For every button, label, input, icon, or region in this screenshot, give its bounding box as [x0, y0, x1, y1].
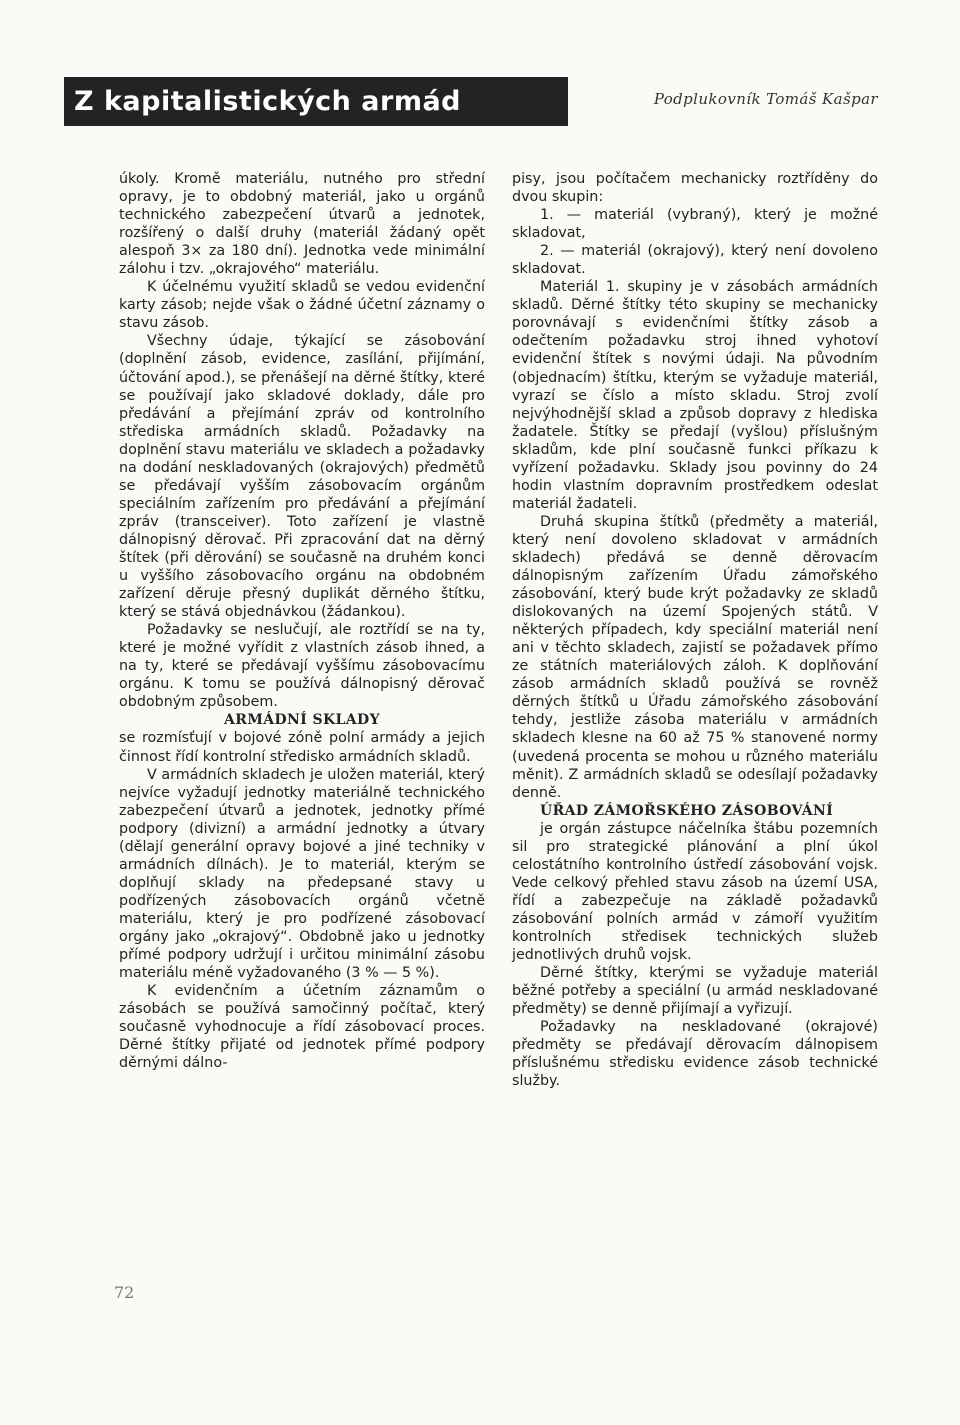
section-banner: [64, 77, 568, 126]
left-paragraph-3: Všechny údaje, týkající se zásobování (doplnění zásob, evidence, zasílání, přijímání, účtování apod.), se přenášejí na děrné štítky, které se používají jako skladové doklady, dále pro předávání a přejímání zpráv od kontrolního střediska armádních skladů. Požadavky na doplnění stavu materiálu ve skladech a požadavky na dodání neskladovaných (okrajových) předmětů se předávají vyšším zásobovacím orgánům speciálním zařízením pro předávání a přejímání zpráv (transceiver). Toto zařízení je vlastně dálnopisný děrovač. Při zpracování dat na děrný štítek (při děrování) se současně na druhém konci u vyššího zásobovacího orgánu na obdobném zařízení děruje přesný duplikát děrného štítku, který se stává objednávkou (žádankou).: [119, 333, 485, 621]
right-paragraph-3: Druhá skupina štítků (předměty a materiál, který není dovoleno skladovat v armádních skladech) předává se denně děrovacím dálnopisným zařízením Úřadu zámořského zásobování, který bude krýt požadavky ze skladů dislokovaných na území Spojených států. V některých případech, kdy speciální materiál není ani v těchto skladech, zajistí se požadavek přímo ze státních materiálových záloh. K doplňování zásob armádních skladů používá se rovněž děrných štítků u Úřadu zámořského zásobování tehdy, jestliže zásoba materiálu v armádních skladech klesne na 60 až 75 % stanovené normy (uvedená procenta se mohou u různého materiálu měnit). Z armádních skladů se odesílají požadavky denně.: [512, 513, 878, 801]
right-paragraph-5: Děrné štítky, kterými se vyžaduje materiál běžné potřeby a speciální (u armád neskladované předměty) se denně přijímají a vyřizují.: [512, 965, 878, 1018]
left-paragraph-6: V armádních skladech je uložen materiál, který nejvíce vyžadují jednotky materiálně technického zabezpečení útvarů a jednotek, jednotky přímé podpory (divizní) a armádní jednotky a útvary (dělají generální opravy bojové a jiné techniky v armádních dílnách). Je to materiál, kterým se doplňují sklady na předepsané stavy u podřízených zásobovacích orgánů včetně materiálu, který je pro podřízené zásobovací orgány jako „okrajový“. Obdobně jako u jednotky přímé podpory udržují i určitou minimální zásobu materiálu méně vyžadovaného (3 % — 5 %).: [119, 766, 485, 982]
left-paragraph-4: Požadavky se neslučují, ale roztřídí se na ty, které je možné vyřídit z vlastních zásob ihned, a na ty, které se předávají vyššímu zásobovacímu orgánu. K tomu se používá dálnopisný děrovač obdobným způsobem.: [119, 622, 485, 711]
right-paragraph-4: je orgán zástupce náčelníka štábu pozemních sil pro strategické plánování a plní úkol celostátního kontrolního ústředí zásobování vojsk. Vede celkový přehled stavu zásob na území USA, řídí a zabezpečuje na základě požadavků zásobování polních armád v zámoří využitím kontrolních středisek technických služeb jednotlivých druhů vojsk.: [512, 820, 878, 964]
left-paragraph-1: úkoly. Kromě materiálu, nutného pro střední opravy, je to obdobný materiál, jako u orgánů technického zabezpečení útvarů a jednotek, rozšířený o další druhy (materiál žádaný opět alespoň 3× za 180 dní). Jednotka vede minimální zálohu i tzv. „okrajového“ materiálu.: [119, 171, 485, 278]
list-item-1: 1. — materiál (vybraný), který je možné skladovat,: [512, 207, 878, 242]
author-name: Podplukovník Tomáš Kašpar: [653, 90, 878, 108]
left-paragraph-2: K účelnému využití skladů se vedou evidenční karty zásob; nejde však o žádné účetní záznamy o stavu zásob.: [119, 279, 485, 332]
page-number: 72: [114, 1283, 135, 1302]
left-paragraph-7: K evidenčním a účetním záznamům o zásobách se používá samočinný počítač, který současně vyhodnocuje a řídí zásobovací proces. Děrné štítky přijaté od jednotek přímé podpory děrnými dálno-: [119, 983, 485, 1072]
right-paragraph-1: pisy, jsou počítačem mechanicky roztříděny do dvou skupin:: [512, 171, 878, 206]
list-item-2: 2. — materiál (okrajový), který není dovoleno skladovat.: [512, 243, 878, 278]
right-paragraph-2: Materiál 1. skupiny je v zásobách armádních skladů. Děrné štítky této skupiny se mechanicky porovnávají s evidenčními štítky zásob a odečtením požadavku stroj ihned vyhotoví evidenční štítek s novými údaji. Na původním (objednacím) štítku, kterým se vyžaduje materiál, vyrazí se číslo a místo skladu. Stroj zvolí nejvýhodnější sklad a způsob dopravy z hlediska žadatele. Štítky se předají (vyšlou) příslušným skladům, kde plní současně funkci příkazu k vyřízení požadavku. Sklady jsou povinny do 24 hodin vlastním dopravním prostředkem odeslat materiál žadateli.: [512, 279, 878, 512]
section-title: Z kapitalistických armád: [74, 86, 462, 117]
section-heading-armadni-sklady: ARMÁDNÍ SKLADY: [224, 712, 380, 729]
right-column: [512, 170, 878, 1090]
right-paragraph-6: Požadavky na neskladované (okrajové) předměty se předávají děrovacím dálnopisem příslušnému středisku evidence zásob technické služby.: [512, 1019, 878, 1090]
left-paragraph-5: se rozmísťují v bojové zóně polní armády a jejich činnost řídí kontrolní středisko armádních skladů.: [119, 730, 485, 765]
section-heading-urad-zamorskeho-zasobovani: ÚŘAD ZÁMOŘSKÉHO ZÁSOBOVÁNÍ: [540, 802, 834, 819]
left-column: [119, 170, 485, 1072]
